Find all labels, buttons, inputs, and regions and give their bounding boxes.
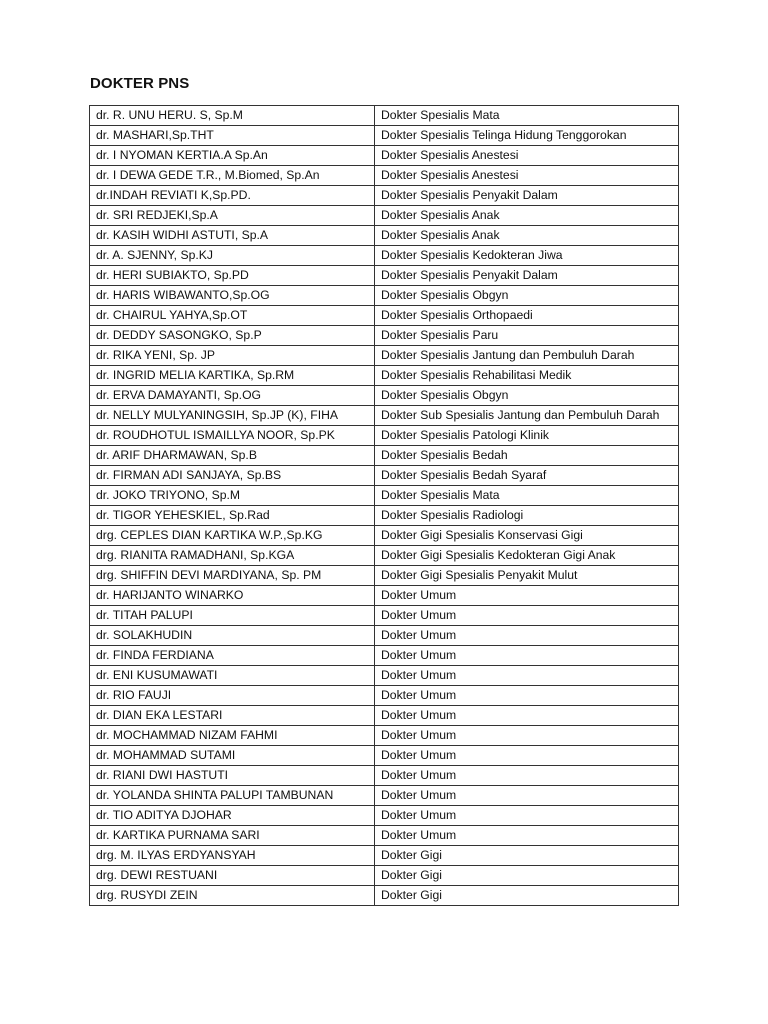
doctor-specialty-cell: Dokter Umum <box>375 806 679 826</box>
doctor-name-cell: dr. MASHARI,Sp.THT <box>90 126 375 146</box>
table-row <box>90 326 679 346</box>
doctor-specialty-cell: Dokter Spesialis Anak <box>375 226 679 246</box>
doctor-name-cell: dr. SRI REDJEKI,Sp.A <box>90 206 375 226</box>
doctor-specialty-cell: Dokter Gigi Spesialis Konservasi Gigi <box>375 526 679 546</box>
doctor-specialty-cell: Dokter Umum <box>375 746 679 766</box>
doctor-name-cell: dr. JOKO TRIYONO, Sp.M <box>90 486 375 506</box>
table-row <box>90 246 679 266</box>
doctor-name-cell: dr. INGRID MELIA KARTIKA, Sp.RM <box>90 366 375 386</box>
table-row <box>90 786 679 806</box>
table-row <box>90 366 679 386</box>
doctor-specialty-cell: Dokter Spesialis Mata <box>375 106 679 126</box>
doctor-name-cell: dr. TIGOR YEHESKIEL, Sp.Rad <box>90 506 375 526</box>
doctor-specialty-cell: Dokter Spesialis Orthopaedi <box>375 306 679 326</box>
doctor-name-cell: dr. RIANI DWI HASTUTI <box>90 766 375 786</box>
doctor-specialty-cell: Dokter Gigi <box>375 866 679 886</box>
table-row <box>90 646 679 666</box>
table-row <box>90 386 679 406</box>
doctor-specialty-cell: Dokter Umum <box>375 626 679 646</box>
doctor-name-cell: dr. A. SJENNY, Sp.KJ <box>90 246 375 266</box>
doctor-name-cell: dr. HARIS WIBAWANTO,Sp.OG <box>90 286 375 306</box>
doctor-specialty-cell: Dokter Umum <box>375 766 679 786</box>
doctor-specialty-cell: Dokter Umum <box>375 606 679 626</box>
table-row <box>90 766 679 786</box>
doctor-specialty-cell: Dokter Gigi <box>375 886 679 906</box>
table-row <box>90 686 679 706</box>
doctor-name-cell: dr. DIAN EKA LESTARI <box>90 706 375 726</box>
doctor-name-cell: dr. RIO FAUJI <box>90 686 375 706</box>
doctor-name-cell: dr. ROUDHOTUL ISMAILLYA NOOR, Sp.PK <box>90 426 375 446</box>
doctor-name-cell: dr. KASIH WIDHI ASTUTI, Sp.A <box>90 226 375 246</box>
doctor-specialty-cell: Dokter Spesialis Jantung dan Pembuluh Darah <box>375 346 679 366</box>
doctor-specialty-cell: Dokter Spesialis Obgyn <box>375 386 679 406</box>
table-row <box>90 726 679 746</box>
table-row <box>90 666 679 686</box>
doctor-name-cell: dr. R. UNU HERU. S, Sp.M <box>90 106 375 126</box>
doctor-name-cell: dr. ENI KUSUMAWATI <box>90 666 375 686</box>
doctor-specialty-cell: Dokter Spesialis Patologi Klinik <box>375 426 679 446</box>
doctor-specialty-cell: Dokter Umum <box>375 666 679 686</box>
doctor-name-cell: dr. MOCHAMMAD NIZAM FAHMI <box>90 726 375 746</box>
table-row <box>90 106 679 126</box>
table-row <box>90 486 679 506</box>
doctor-name-cell: dr.INDAH REVIATI K,Sp.PD. <box>90 186 375 206</box>
table-row <box>90 126 679 146</box>
doctor-name-cell: drg. RUSYDI ZEIN <box>90 886 375 906</box>
doctor-specialty-cell: Dokter Spesialis Telinga Hidung Tenggorokan <box>375 126 679 146</box>
doctor-name-cell: drg. DEWI RESTUANI <box>90 866 375 886</box>
doctor-name-cell: dr. YOLANDA SHINTA PALUPI TAMBUNAN <box>90 786 375 806</box>
table-row <box>90 806 679 826</box>
table-row <box>90 406 679 426</box>
doctor-table <box>89 105 679 906</box>
table-row <box>90 826 679 846</box>
table-row <box>90 146 679 166</box>
table-row <box>90 186 679 206</box>
doctor-name-cell: drg. CEPLES DIAN KARTIKA W.P.,Sp.KG <box>90 526 375 546</box>
table-row <box>90 526 679 546</box>
doctor-table-body <box>90 106 679 906</box>
doctor-specialty-cell: Dokter Spesialis Bedah <box>375 446 679 466</box>
doctor-specialty-cell: Dokter Umum <box>375 686 679 706</box>
doctor-specialty-cell: Dokter Spesialis Bedah Syaraf <box>375 466 679 486</box>
doctor-specialty-cell: Dokter Spesialis Penyakit Dalam <box>375 266 679 286</box>
doctor-name-cell: dr. TIO ADITYA DJOHAR <box>90 806 375 826</box>
doctor-specialty-cell: Dokter Gigi <box>375 846 679 866</box>
doctor-name-cell: dr. ERVA DAMAYANTI, Sp.OG <box>90 386 375 406</box>
table-row <box>90 426 679 446</box>
doctor-specialty-cell: Dokter Spesialis Rehabilitasi Medik <box>375 366 679 386</box>
table-row <box>90 306 679 326</box>
table-row <box>90 166 679 186</box>
table-row <box>90 466 679 486</box>
doctor-name-cell: drg. M. ILYAS ERDYANSYAH <box>90 846 375 866</box>
doctor-specialty-cell: Dokter Gigi Spesialis Penyakit Mulut <box>375 566 679 586</box>
table-row <box>90 266 679 286</box>
doctor-name-cell: dr. TITAH PALUPI <box>90 606 375 626</box>
doctor-name-cell: dr. I DEWA GEDE T.R., M.Biomed, Sp.An <box>90 166 375 186</box>
doctor-specialty-cell: Dokter Spesialis Anestesi <box>375 166 679 186</box>
table-row <box>90 866 679 886</box>
doctor-name-cell: dr. ARIF DHARMAWAN, Sp.B <box>90 446 375 466</box>
table-row <box>90 446 679 466</box>
doctor-name-cell: dr. HARIJANTO WINARKO <box>90 586 375 606</box>
doctor-specialty-cell: Dokter Umum <box>375 726 679 746</box>
table-row <box>90 846 679 866</box>
doctor-specialty-cell: Dokter Spesialis Anestesi <box>375 146 679 166</box>
table-row <box>90 606 679 626</box>
doctor-specialty-cell: Dokter Spesialis Paru <box>375 326 679 346</box>
doctor-name-cell: dr. CHAIRUL YAHYA,Sp.OT <box>90 306 375 326</box>
table-row <box>90 546 679 566</box>
page-title: DOKTER PNS <box>90 75 190 92</box>
doctor-specialty-cell: Dokter Spesialis Penyakit Dalam <box>375 186 679 206</box>
doctor-name-cell: dr. FIRMAN ADI SANJAYA, Sp.BS <box>90 466 375 486</box>
table-row <box>90 566 679 586</box>
doctor-name-cell: dr. HERI SUBIAKTO, Sp.PD <box>90 266 375 286</box>
table-row <box>90 886 679 906</box>
table-row <box>90 286 679 306</box>
doctor-specialty-cell: Dokter Umum <box>375 826 679 846</box>
doctor-name-cell: dr. MOHAMMAD SUTAMI <box>90 746 375 766</box>
table-row <box>90 226 679 246</box>
doctor-name-cell: dr. DEDDY SASONGKO, Sp.P <box>90 326 375 346</box>
doctor-name-cell: dr. FINDA FERDIANA <box>90 646 375 666</box>
doctor-name-cell: dr. RIKA YENI, Sp. JP <box>90 346 375 366</box>
table-row <box>90 746 679 766</box>
table-row <box>90 586 679 606</box>
doctor-name-cell: dr. KARTIKA PURNAMA SARI <box>90 826 375 846</box>
table-row <box>90 626 679 646</box>
doctor-specialty-cell: Dokter Umum <box>375 706 679 726</box>
table-row <box>90 706 679 726</box>
table-row <box>90 346 679 366</box>
doctor-specialty-cell: Dokter Spesialis Radiologi <box>375 506 679 526</box>
doctor-specialty-cell: Dokter Gigi Spesialis Kedokteran Gigi Anak <box>375 546 679 566</box>
doctor-name-cell: dr. NELLY MULYANINGSIH, Sp.JP (K), FIHA <box>90 406 375 426</box>
doctor-name-cell: drg. RIANITA RAMADHANI, Sp.KGA <box>90 546 375 566</box>
table-row <box>90 206 679 226</box>
table-row <box>90 506 679 526</box>
doctor-specialty-cell: Dokter Spesialis Obgyn <box>375 286 679 306</box>
doctor-specialty-cell: Dokter Spesialis Anak <box>375 206 679 226</box>
doctor-name-cell: dr. SOLAKHUDIN <box>90 626 375 646</box>
doctor-specialty-cell: Dokter Umum <box>375 646 679 666</box>
doctor-specialty-cell: Dokter Umum <box>375 586 679 606</box>
doctor-specialty-cell: Dokter Sub Spesialis Jantung dan Pembuluh Darah <box>375 406 679 426</box>
doctor-name-cell: dr. I NYOMAN KERTIA.A Sp.An <box>90 146 375 166</box>
doctor-name-cell: drg. SHIFFIN DEVI MARDIYANA, Sp. PM <box>90 566 375 586</box>
doctor-specialty-cell: Dokter Spesialis Kedokteran Jiwa <box>375 246 679 266</box>
doctor-specialty-cell: Dokter Umum <box>375 786 679 806</box>
doctor-specialty-cell: Dokter Spesialis Mata <box>375 486 679 506</box>
